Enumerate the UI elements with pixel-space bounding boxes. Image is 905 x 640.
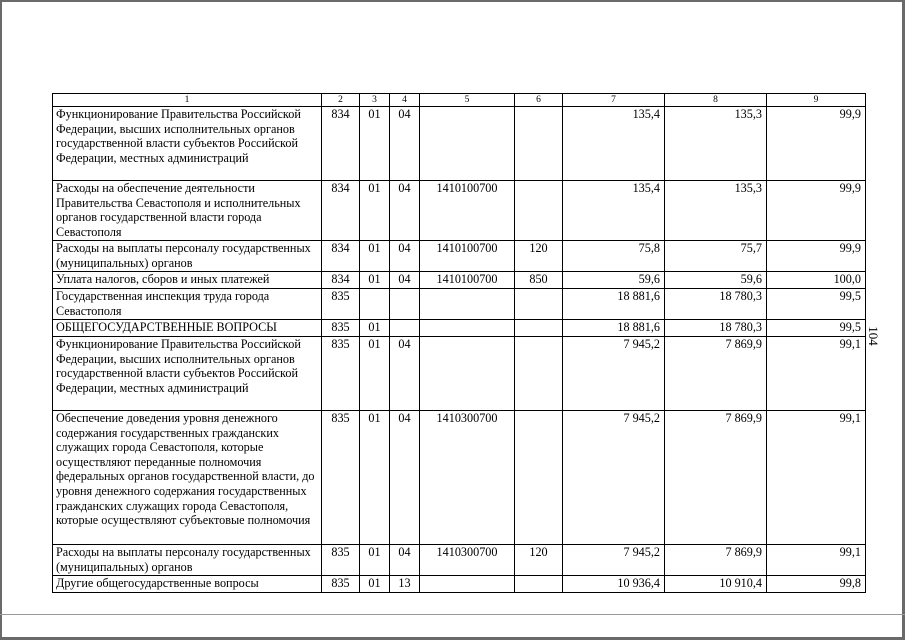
expense-type-code: 850	[515, 272, 563, 289]
ministry-code: 834	[322, 107, 360, 181]
execution-percent: 99,1	[767, 337, 866, 411]
amount-executed: 18 780,3	[665, 320, 767, 337]
amount-planned: 7 945,2	[563, 411, 665, 545]
target-item-code	[420, 576, 515, 593]
amount-planned: 18 881,6	[563, 289, 665, 320]
subsection-code: 04	[390, 241, 420, 272]
subsection-code	[390, 289, 420, 320]
expense-type-code	[515, 411, 563, 545]
table-row	[53, 545, 866, 576]
table-row	[53, 320, 866, 337]
expense-type-code	[515, 337, 563, 411]
section-code: 01	[360, 411, 390, 545]
row-name: Уплата налогов, сборов и иных платежей	[53, 272, 322, 289]
target-item-code: 1410300700	[420, 411, 515, 545]
amount-planned: 75,8	[563, 241, 665, 272]
ministry-code: 835	[322, 320, 360, 337]
column-number: 8	[665, 94, 767, 107]
column-number-row	[53, 94, 866, 107]
section-code: 01	[360, 545, 390, 576]
amount-executed: 7 869,9	[665, 337, 767, 411]
section-code: 01	[360, 241, 390, 272]
subsection-code: 04	[390, 272, 420, 289]
section-code: 01	[360, 320, 390, 337]
table-row	[53, 241, 866, 272]
row-name: ОБЩЕГОСУДАРСТВЕННЫЕ ВОПРОСЫ	[53, 320, 322, 337]
amount-executed: 59,6	[665, 272, 767, 289]
execution-percent: 99,5	[767, 320, 866, 337]
row-name: Государственная инспекция труда города Севастополя	[53, 289, 322, 320]
ministry-code: 834	[322, 272, 360, 289]
amount-executed: 75,7	[665, 241, 767, 272]
column-number: 4	[390, 94, 420, 107]
expense-type-code: 120	[515, 241, 563, 272]
expense-type-code: 120	[515, 545, 563, 576]
column-number: 2	[322, 94, 360, 107]
target-item-code	[420, 320, 515, 337]
scan-border-top	[0, 0, 905, 2]
expense-type-code	[515, 107, 563, 181]
column-number: 3	[360, 94, 390, 107]
subsection-code: 04	[390, 545, 420, 576]
subsection-code: 04	[390, 411, 420, 545]
ministry-code: 835	[322, 411, 360, 545]
amount-executed: 7 869,9	[665, 411, 767, 545]
scan-fold-line	[0, 614, 905, 615]
execution-percent: 99,5	[767, 289, 866, 320]
target-item-code	[420, 289, 515, 320]
amount-planned: 135,4	[563, 181, 665, 241]
table-row	[53, 272, 866, 289]
section-code	[360, 289, 390, 320]
execution-percent: 99,1	[767, 411, 866, 545]
expense-type-code	[515, 576, 563, 593]
subsection-code: 13	[390, 576, 420, 593]
amount-executed: 10 910,4	[665, 576, 767, 593]
amount-executed: 18 780,3	[665, 289, 767, 320]
column-number: 6	[515, 94, 563, 107]
section-code: 01	[360, 272, 390, 289]
amount-executed: 135,3	[665, 181, 767, 241]
ministry-code: 835	[322, 545, 360, 576]
execution-percent: 100,0	[767, 272, 866, 289]
expense-type-code	[515, 289, 563, 320]
row-name: Расходы на выплаты персоналу государственных (муниципальных) органов	[53, 545, 322, 576]
execution-percent: 99,1	[767, 545, 866, 576]
execution-percent: 99,8	[767, 576, 866, 593]
column-number: 1	[53, 94, 322, 107]
target-item-code: 1410300700	[420, 545, 515, 576]
amount-planned: 7 945,2	[563, 545, 665, 576]
amount-planned: 7 945,2	[563, 337, 665, 411]
section-code: 01	[360, 576, 390, 593]
amount-planned: 135,4	[563, 107, 665, 181]
table-row	[53, 576, 866, 593]
expense-type-code	[515, 320, 563, 337]
subsection-code: 04	[390, 337, 420, 411]
target-item-code: 1410100700	[420, 272, 515, 289]
section-code: 01	[360, 107, 390, 181]
budget-table	[52, 93, 866, 593]
column-number: 5	[420, 94, 515, 107]
execution-percent: 99,9	[767, 241, 866, 272]
subsection-code: 04	[390, 181, 420, 241]
scan-border-left	[0, 0, 2, 640]
ministry-code: 834	[322, 241, 360, 272]
subsection-code	[390, 320, 420, 337]
amount-planned: 59,6	[563, 272, 665, 289]
target-item-code: 1410100700	[420, 241, 515, 272]
row-name: Расходы на выплаты персоналу государственных (муниципальных) органов	[53, 241, 322, 272]
ministry-code: 835	[322, 289, 360, 320]
row-name: Другие общегосударственные вопросы	[53, 576, 322, 593]
expense-type-code	[515, 181, 563, 241]
row-name: Функционирование Правительства Российской Федерации, высших исполнительных органов государственной власти субъектов Российской Федерации, местных администраций	[53, 337, 322, 411]
ministry-code: 834	[322, 181, 360, 241]
target-item-code: 1410100700	[420, 181, 515, 241]
execution-percent: 99,9	[767, 107, 866, 181]
amount-executed: 135,3	[665, 107, 767, 181]
amount-executed: 7 869,9	[665, 545, 767, 576]
table-row	[53, 107, 866, 181]
subsection-code: 04	[390, 107, 420, 181]
ministry-code: 835	[322, 337, 360, 411]
target-item-code	[420, 107, 515, 181]
table-row	[53, 337, 866, 411]
section-code: 01	[360, 337, 390, 411]
page-number: 104	[866, 326, 881, 346]
row-name: Функционирование Правительства Российской Федерации, высших исполнительных органов государственной власти субъектов Российской Федерации, местных администраций	[53, 107, 322, 181]
amount-planned: 18 881,6	[563, 320, 665, 337]
table-row	[53, 289, 866, 320]
section-code: 01	[360, 181, 390, 241]
table-row	[53, 181, 866, 241]
target-item-code	[420, 337, 515, 411]
column-number: 9	[767, 94, 866, 107]
amount-planned: 10 936,4	[563, 576, 665, 593]
execution-percent: 99,9	[767, 181, 866, 241]
row-name: Обеспечение доведения уровня денежного содержания государственных гражданских служащих города Севастополя, которые осуществляют переданные полномочия федеральных органов государственной власти, до уровня денежного содержания государственных гражданских служащих города Севастополя, которые осуществляют субъектовые полномочия	[53, 411, 322, 545]
ministry-code: 835	[322, 576, 360, 593]
row-name: Расходы на обеспечение деятельности Правительства Севастополя и исполнительных органов государственной власти города Севастополя	[53, 181, 322, 241]
table-row	[53, 411, 866, 545]
column-number: 7	[563, 94, 665, 107]
